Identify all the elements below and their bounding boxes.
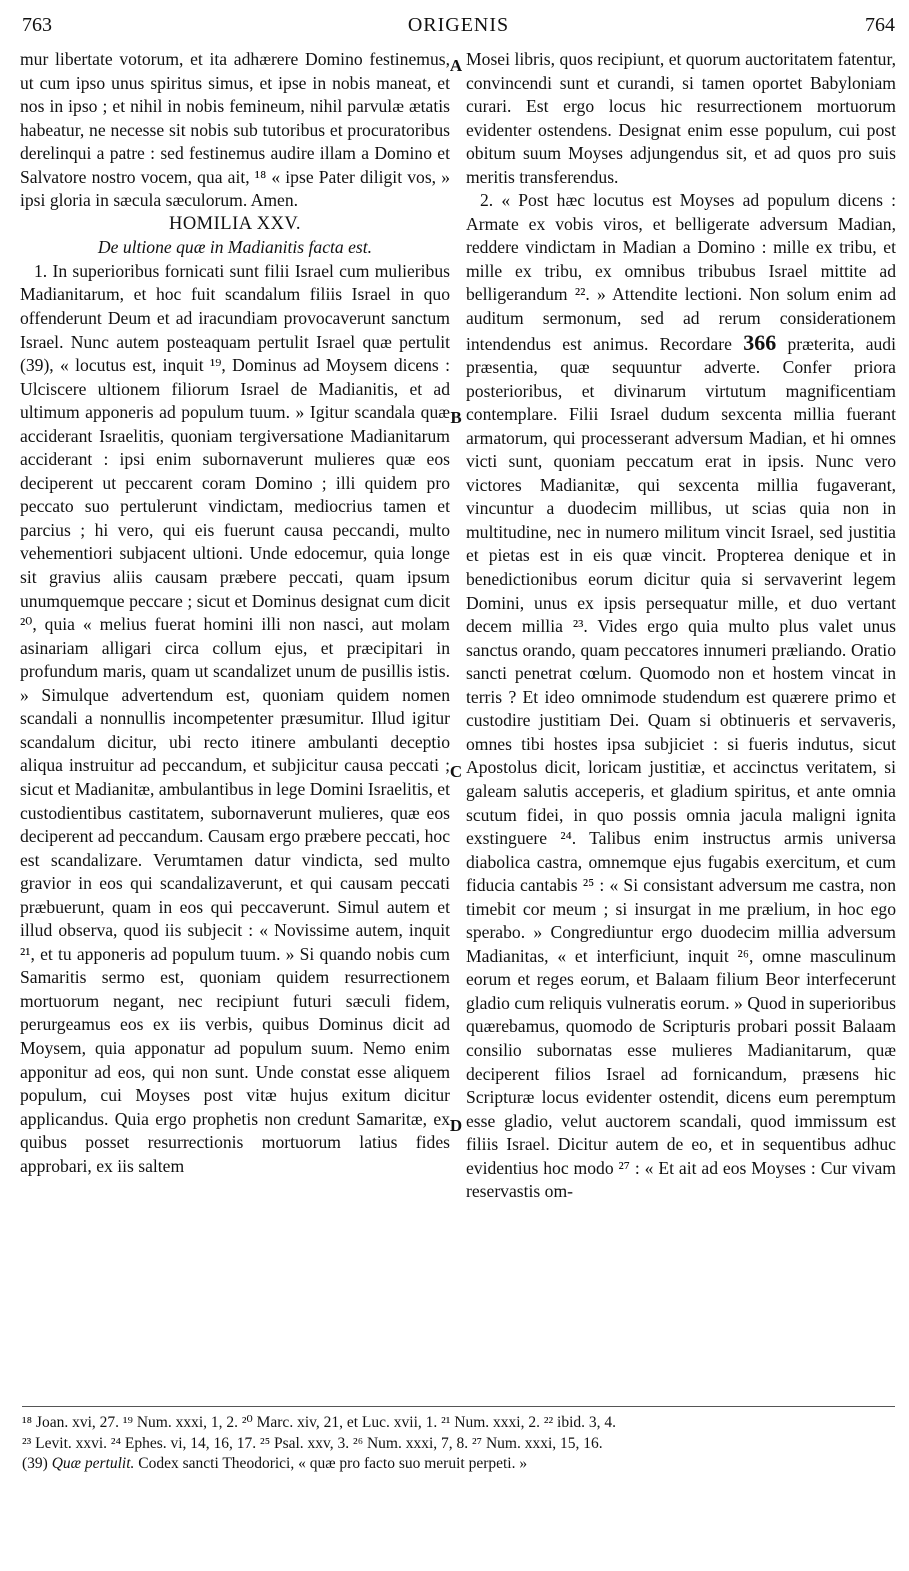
margin-letter-d: D (449, 1116, 463, 1135)
running-title: ORIGENIS (407, 14, 510, 36)
page-number-left: 763 (22, 14, 52, 36)
homily-subtitle: De ultione quæ in Madianitis facta est. (97, 237, 373, 258)
page-number-right: 764 (865, 14, 895, 36)
paragraph (466, 189, 896, 1204)
left-column (20, 48, 450, 1178)
footnote-line (22, 1454, 895, 1475)
footnote-number: (39) (22, 1455, 52, 1472)
paragraph-text: præterita, audi præsentia, quæ sequuntur adverte. Confer priora posterioribus, et divinarum virtutum magnificentiam contemplare. Filii Israel dudum sexcenta millia fuerant armatorum, qui processerant adversum Madian, et hi omnes victi sunt, quoniam peccatum erat in ipsis. Nunc vero victores Madianitæ, qui sexcenta millia fugaverant, vincuntur a duodecim millibus, ut scias quia non in multitudine, nec in numero militum vincit Israel, sed justitia et pietas est in eis quæ vincit. Propterea denique et in benedictionibus eorum dicitur quia si servaverint legem Domini, unus ex ipsis persequatur mille, et duo vertant decem millia ²³. Vides ergo quia multo plus valet unus sanctus orando, quam peccatores innumeri præliando. Oratio sancti penetrat cœlum. Quomodo non et hostem vincat in terris ? Et ideo omnimode studendum est quærere primo et custodire justitiam Dei. Quam si obtinueris et servaveris, omnes tibi hostes ipsa subjiciet : si fueris indutus, sicut Apostolus dicit, loricam justitiæ, et accinctus veritatem, si galeam salutis acceperis, et gladium spiritus, et ante omnia scutum fidei, in quo possis omnia jacula maligni ignita exstinguere ²⁴. Talibus enim instructus armis universa diabolica castra, omnemque ejus fugabis exercitum, et cum fiducia cantabis ²⁵ : « Si consistant adversum me castra, non timebit cor meum ; si insurgat in me prælium, in hoc ego sperabo. » Congrediuntur ergo duodecim millia adversum Madianitas, « et interficiunt, inquit ²⁶, omne masculinum eorum et reges eorum, et Balaam filium Beor interfecerunt gladio cum reliquis vulneratis eorum. » Quod in superioribus quærebamus, quomodo de Scripturis probari possit Balaam consilio subornatas esse mulieres Madianitarum, quæ deciperent filios Israel ad fornicandum, præsens hic Scripturæ locus evidenter ostendit, dicens eum peremptum esse gladio, velut auctorem scandali, quod immissum est filiis Israel. Dicitur autem de eo, et in sequentibus adhuc evidentius hoc modo ²⁷ : « Et ait ad eos Moyses : Cur vivam reservastis om- (466, 333, 896, 1202)
margin-letter-c: C (449, 762, 463, 781)
right-column (466, 48, 896, 1204)
footnote-text: Codex sancti Theodorici, « quæ pro facto suo meruit perpeti. » (134, 1455, 528, 1472)
margin-letter-a: A (449, 56, 463, 75)
column-number: 366 (743, 329, 777, 355)
page-header (22, 14, 895, 44)
footnote-lemma: Quæ pertulit. (51, 1455, 135, 1472)
margin-letter-b: B (450, 408, 462, 427)
paragraph-text: 2. « Post hæc locutus est Moyses ad populum dicens : Armate ex vobis viros, et belligerate adversum Madian, reddere vindictam in Madian a Domino : mille ex tribu, et mille ex tribu, ex omnibus tribubus Israel mittite ad belligerandum ²². » Attendite lectioni. Non solum enim ad auditum sermonum, sed ad rerum considerationem intendendus est animus. Recordare (466, 190, 896, 354)
footnote-line: ²³ Levit. xxvi. ²⁴ Ephes. vi, 14, 16, 17. ²⁵ Psal. xxv, 3. ²⁶ Num. xxxi, 7, 8. ²⁷ Num. xxxi, 15, 16. (22, 1434, 603, 1452)
paragraph: 1. In superioribus fornicati sunt filii Israel cum mulieribus Madianitarum, et hoc fuit scandalum filiis Israel in quo offenderunt Deum et ad iracundiam provocaverunt sanctum Israel. Nunc autem posteaquam pertulit Israel quæ pertulit (39), « locutus est, inquit ¹⁹, Dominus ad Moysem dicens : Ulciscere ultionem filiorum Israel de Madianitis, et ad ultimum apponeris ad populum tuum. » Igitur scandala quæ acciderant Israelitis, quoniam tergiversatione Madianitarum acciderant : ipsi enim subornaverunt mulieres quæ eos deciperent ut peccarent coram Domino ; illi quidem pro peccato suo pertulerunt vindictam, mediocrius tamen et parcius ; hi vero, qui eis fuerunt causa peccandi, multo vehementiori subjacent ultioni. Unde edocemur, quia longe sit gravius aliis causam præbere peccati, quam ipsum unumquemque peccare ; sicut et Dominus designat cum dicit ²⁰, quia « melius fuerat homini illi non nasci, aut molam asinariam alligari circa collum ejus, et præcipitari in profundum maris, quam ut scandalizet unum de pusillis istis. » Simulque advertendum est, quoniam quidem nomen scandali a nonnullis incompetenter præsumitur. Illud igitur scandalum dicitur, ubi recto itinere ambulanti deceptio aliqua instruitur ad peccandum, et subjicitur causa peccati ; sicut et Madianitæ, ambulantibus in lege Domini Israelitis, et custodientibus castitatem, subornaverunt mulieres, quæ eos deciperent ad peccandum. Causam ergo præbere peccati, hoc est scandalizare. Verumtamen datur vindicta, sed multo gravior in eos qui scandalizaverunt, et qui causam peccati præbuerunt, quam in eos qui peccaverunt. Simul autem et illud observa, quod iis subjecit : « Novissime autem, inquit ²¹, et tu apponeris ad populum tuum. » Si quando nobis cum Samaritis sermo est, quoniam quidem resurrectionem mortuorum negant, nec recipiunt futuri sæculi fidem, perurgeamus eos ex iis verbis, quibus Dominus dicit ad Moysem, quia apponatur ad populum suum. Nemo enim apponitur ad eos, qui non sunt. Unde constat esse aliquem populum, cui Moyses post vitæ hujus exitum dicitur applicandus. Quia ergo prophetis non credunt Samaritæ, ex quibus posset resurrectionis mortuorum latius fides approbari, ex iis saltem (20, 260, 450, 1176)
homily-title: HOMILIA XXV. (168, 213, 302, 234)
paragraph: mur libertate votorum, et ita adhærere Domino festinemus, ut cum ipso unus spiritus simus, et ipse in nobis maneat, et nos in ipso ; et nihil in nobis femineum, nihil parvulæ ætatis habeatur, ne necesse sit nobis sub tutoribus et procuratoribus derelinqui a patre : sed festinemus audire illam a Domino et Salvatore nostro vocem, qua ait, ¹⁸ « ipse Pater diligit vos, » ipsi gloria in sæcula sæculorum. Amen. (20, 49, 450, 211)
footnote-line: ¹⁸ Joan. xvi, 27. ¹⁹ Num. xxxi, 1, 2. ²⁰ Marc. xiv, 21, et Luc. xvii, 1. ²¹ Num. xxxi, 2. ²² ibid. 3, 4. (22, 1414, 617, 1431)
paragraph: Mosei libris, quos recipiunt, et quorum auctoritatem fatentur, convincendi sunt et curandi, si tamen oportet Babyloniam curari. Est ergo locus hic resurrectionem mortuorum evidenter ostendens. Designat enim esse populum, cui post obitum suum Moyses adjungendus sit, et ad quos pro suis meritis transferendus. (466, 49, 896, 187)
footnotes (22, 1406, 895, 1475)
